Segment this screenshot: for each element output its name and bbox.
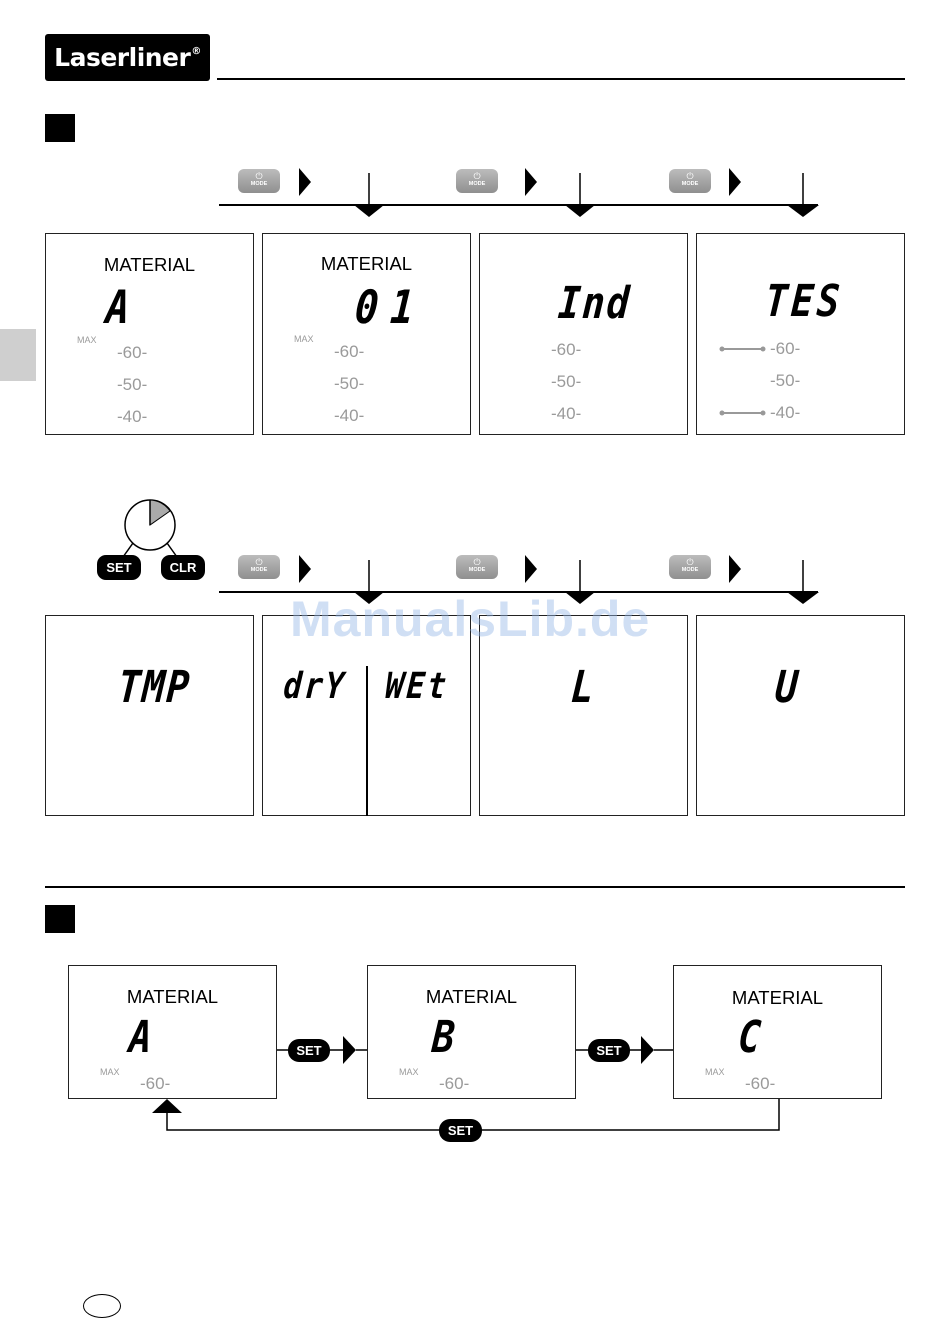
lcd-panel-u [696,615,905,816]
lcd-panel-ind [479,233,688,435]
scale-value: -50- [770,371,801,390]
language-oval [83,1294,121,1318]
set-button[interactable]: SET [588,1039,630,1062]
power-icon: ⏻ [686,557,694,567]
lcd-panel-material-a-small [68,965,277,1099]
max-label: MAX [399,1067,419,1077]
mode-label: MODE [250,567,268,573]
scale-value: -50- [334,374,365,393]
side-tab [0,329,36,381]
lcd-code: B [430,1012,462,1063]
lcd-code: TMP [116,662,193,713]
tester-pin-icon [719,344,767,354]
section-marker-2 [45,905,75,933]
set-button[interactable]: SET [439,1119,482,1142]
lcd-panel-tes [696,233,905,435]
lcd-code: Ind [556,278,633,329]
power-icon: ⏻ [473,171,481,181]
panel-title: MATERIAL [320,253,413,274]
lcd-code: A [127,1012,159,1063]
tester-pin-icon [719,408,767,418]
scale-value: -60- [770,339,801,358]
mode-button[interactable] [456,169,498,193]
laserliner-logo [45,34,210,81]
mode-label: MODE [681,181,699,187]
power-icon: ⏻ [255,171,263,181]
scale-value: -50- [117,375,148,394]
mode-label: MODE [468,567,486,573]
brand-name: Laserliner [54,43,191,72]
scale-value: -40- [334,406,365,425]
panel-divider [366,666,368,816]
scale-value: -40- [551,404,582,423]
max-label: MAX [77,335,97,345]
lcd-code: C [736,1012,768,1063]
max-label: MAX [294,334,314,344]
lcd-panel-material-01 [262,233,471,435]
section-rule [45,886,905,888]
panel-title: MATERIAL [126,986,219,1007]
scale-value: -60- [334,342,365,361]
mode-button[interactable] [669,555,711,579]
mode-button[interactable] [456,555,498,579]
lcd-panel-tmp [45,615,254,816]
power-icon: ⏻ [255,557,263,567]
lcd-panel-material-a [45,233,254,435]
panel-title: MATERIAL [425,986,518,1007]
clr-button[interactable]: CLR [161,555,205,580]
watermark: ManualsLib.de [290,591,651,647]
max-label: MAX [705,1067,725,1077]
lcd-code: A [104,280,137,334]
scale-value: -60- [745,1074,776,1093]
lcd-panel-material-b-small [367,965,576,1099]
lcd-code-wet: WEt [384,666,450,707]
lcd-code-dry: drY [282,666,348,707]
panel-title: MATERIAL [731,987,824,1008]
scale-value: -60- [551,340,582,359]
mode-label: MODE [468,181,486,187]
scale-value: -60- [117,343,148,362]
set-button[interactable]: SET [97,555,141,580]
section-marker-1 [45,114,75,142]
mode-button[interactable] [669,169,711,193]
lcd-code: L [569,662,601,713]
lcd-panel-material-c-small [673,965,882,1099]
power-icon: ⏻ [473,557,481,567]
scale-value: -40- [770,403,801,422]
lcd-code: U [773,662,805,713]
scale-value: -50- [551,372,582,391]
scale-value: -60- [439,1074,470,1093]
mode-button[interactable] [238,555,280,579]
panel-title: MATERIAL [103,254,196,275]
set-button[interactable]: SET [288,1039,330,1062]
scale-value: -60- [140,1074,171,1093]
lcd-code: 01 [353,280,428,334]
mode-label: MODE [250,181,268,187]
power-icon: ⏻ [686,171,694,181]
header-rule [217,78,905,80]
registered-mark: ® [191,46,201,57]
lcd-code: TES [763,276,845,327]
scale-value: -40- [117,407,148,426]
mode-label: MODE [681,567,699,573]
max-label: MAX [100,1067,120,1077]
mode-button[interactable] [238,169,280,193]
